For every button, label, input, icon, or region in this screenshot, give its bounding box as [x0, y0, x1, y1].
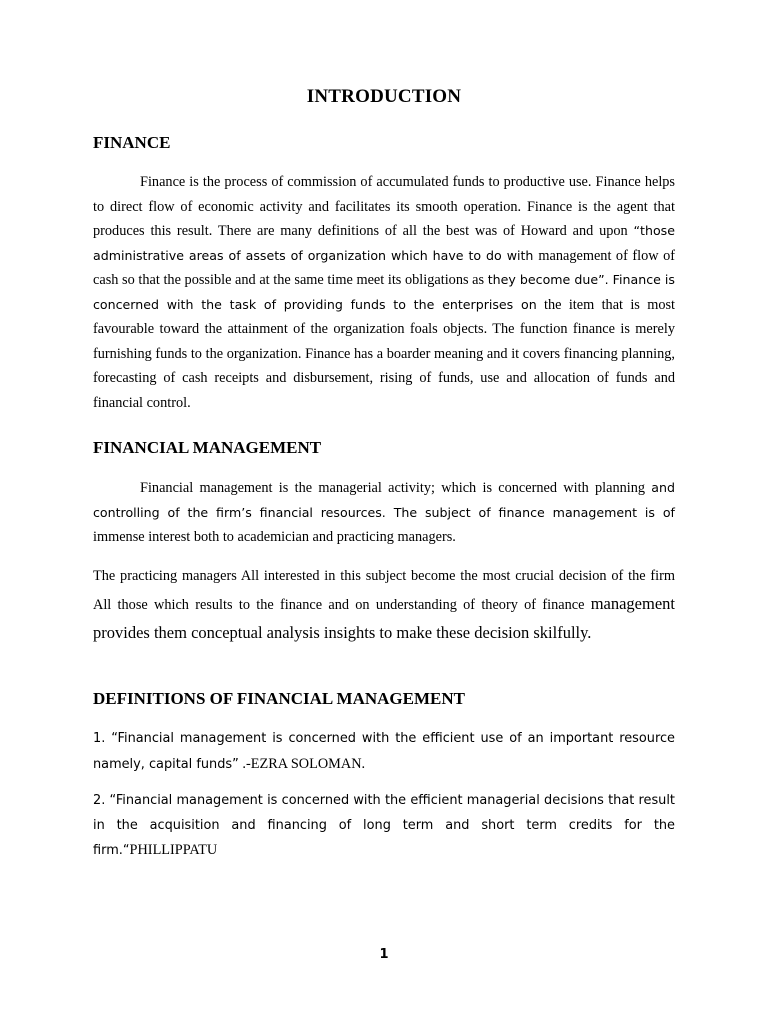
fm-paragraph-1-text-3: immense interest both to academician and practicing managers. [93, 529, 456, 545]
finance-paragraph-text-3: management of flow of cash so that the possible and at the same time meet its obligations as [93, 247, 675, 288]
finance-paragraph-text-4: they become due”. Finance is concerned with the task of providing funds to the enterprises on [93, 272, 675, 312]
financial-management-paragraph-1 [93, 476, 675, 550]
finance-paragraph-text-5: the item that is most favourable toward the attainment of the organization foals objects. The function finance is merely furnishing funds to the organization. Finance has a boarder meaning and it covers financing planning, forecasting of cash receipts and disbursement, rising of funds, use and allocation of funds and financial control. [93, 296, 676, 411]
finance-paragraph-text-2: “those administrative areas of assets of organization which have to do with [93, 223, 675, 263]
section-heading-financial-management: FINANCIAL MANAGEMENT [93, 438, 322, 457]
definition-2 [93, 789, 675, 864]
finance-paragraph-text-1: Finance is the process of commission of accumulated funds to productive use. Finance helps to direct flow of economic activity and facilitates its smooth operation. Finance is the agent that produces this result. There are many definitions of all the best was of Howard and upon [93, 174, 675, 239]
definition-2-text: 2. “Financial management is concerned with the efficient managerial decisions that result in the acquisition and financing of long term and short term credits for the firm.“ [93, 793, 675, 858]
page-number: 1 [379, 947, 389, 962]
fm-paragraph-1-text-1: Financial management is the managerial activity; which is concerned with planning [140, 480, 652, 496]
definition-1-text: 1. “Financial management is concerned with the efficient use of an important resource namely, capital funds” [93, 731, 675, 772]
section-heading-finance: FINANCE [93, 133, 171, 152]
financial-management-paragraph-2 [93, 564, 675, 647]
fm-paragraph-2-text-1: The practicing managers All interested in this subject become the most crucial decision of the firm All those which results to the finance and on understanding of theory of finance [93, 568, 675, 613]
page-title: INTRODUCTION [306, 86, 462, 107]
definition-1-author: .-EZRA SOLOMAN. [238, 755, 366, 772]
finance-paragraph [93, 170, 675, 415]
definition-2-author: PHILLIPPATU [129, 842, 218, 858]
fm-paragraph-2-text-2: management provides them conceptual analysis insights to make these decision skilfully. [93, 593, 675, 642]
definition-1 [93, 727, 675, 777]
fm-paragraph-1-text-2: and controlling of the firm’s financial resources. The subject of finance management is of [93, 480, 675, 520]
section-heading-definitions: DEFINITIONS OF FINANCIAL MANAGEMENT [93, 689, 465, 708]
